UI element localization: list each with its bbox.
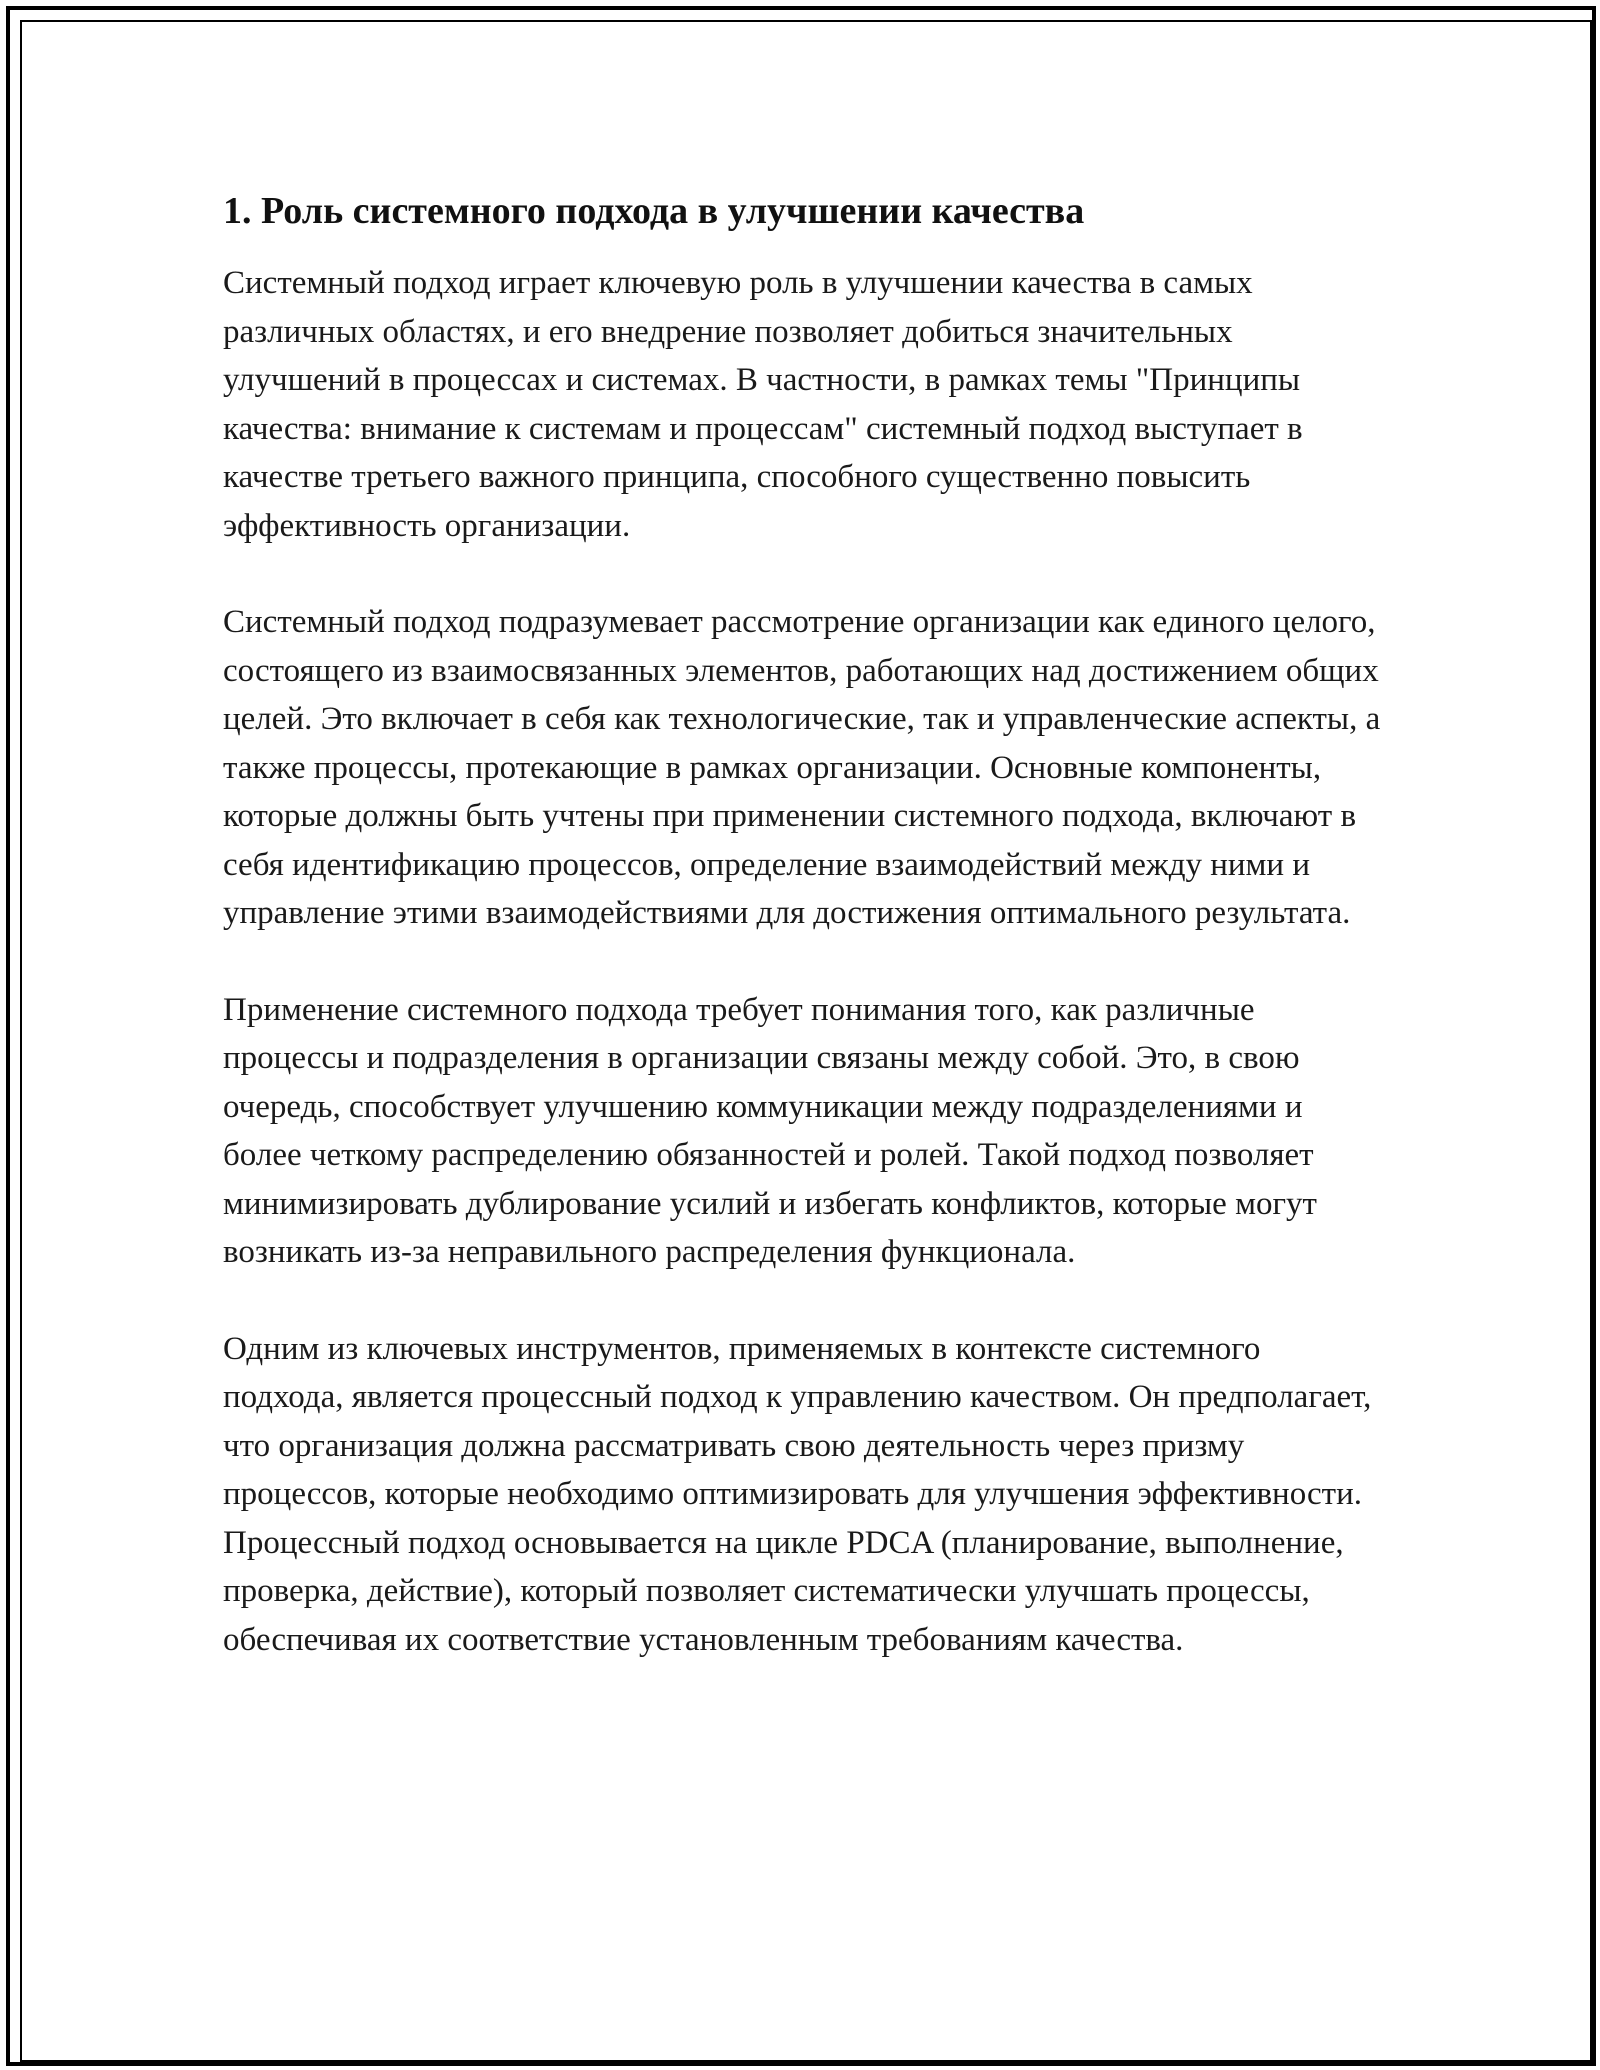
section-heading: 1. Роль системного подхода в улучшении качества bbox=[223, 190, 1085, 232]
document-body bbox=[223, 185, 1383, 1712]
paragraph-1: Системный подход играет ключевую роль в улучшении качества в самых различных областях, и его внедрение позволяет добиться значительных улучшений в процессах и системах. В частности, в рамках темы "Принципы качества: внимание к системам и процессам" системный подход выступает в качестве третьего важного принципа, способного существенно повысить эффективность организации. bbox=[223, 265, 1303, 544]
paragraph-3: Применение системного подхода требует понимания того, как различные процессы и подразделения в организации связаны между собой. Это, в свою очередь, способствует улучшению коммуникации между подразделениями и более четкому распределению обязанностей и ролей. Такой подход позволяет минимизировать дублирование усилий и избегать конфликтов, которые могут возникать из-за неправильного распределения функционала. bbox=[223, 991, 1317, 1270]
paragraph-2: Системный подход подразумевает рассмотрение организации как единого целого, состоящего из взаимосвязанных элементов, работающих над достижением общих целей. Это включает в себя как технологические, так и управленческие аспекты, а также процессы, протекающие в рамках организации. Основные компоненты, которые должны быть учтены при применении системного подхода, включают в себя идентификацию процессов, определение взаимодействий между ними и управление этими взаимодействиями для достижения оптимального результата. bbox=[223, 604, 1381, 931]
paragraph-4: Одним из ключевых инструментов, применяемых в контексте системного подхода, является процессный подход к управлению качеством. Он предполагает, что организация должна рассматривать свою деятельность через призму процессов, которые необходимо оптимизировать для улучшения эффективности. Процессный подход основывается на цикле PDCA (планирование, выполнение, проверка, действие), который позволяет систематически улучшать процессы, обеспечивая их соответствие установленным требованиям качества. bbox=[223, 1330, 1372, 1658]
